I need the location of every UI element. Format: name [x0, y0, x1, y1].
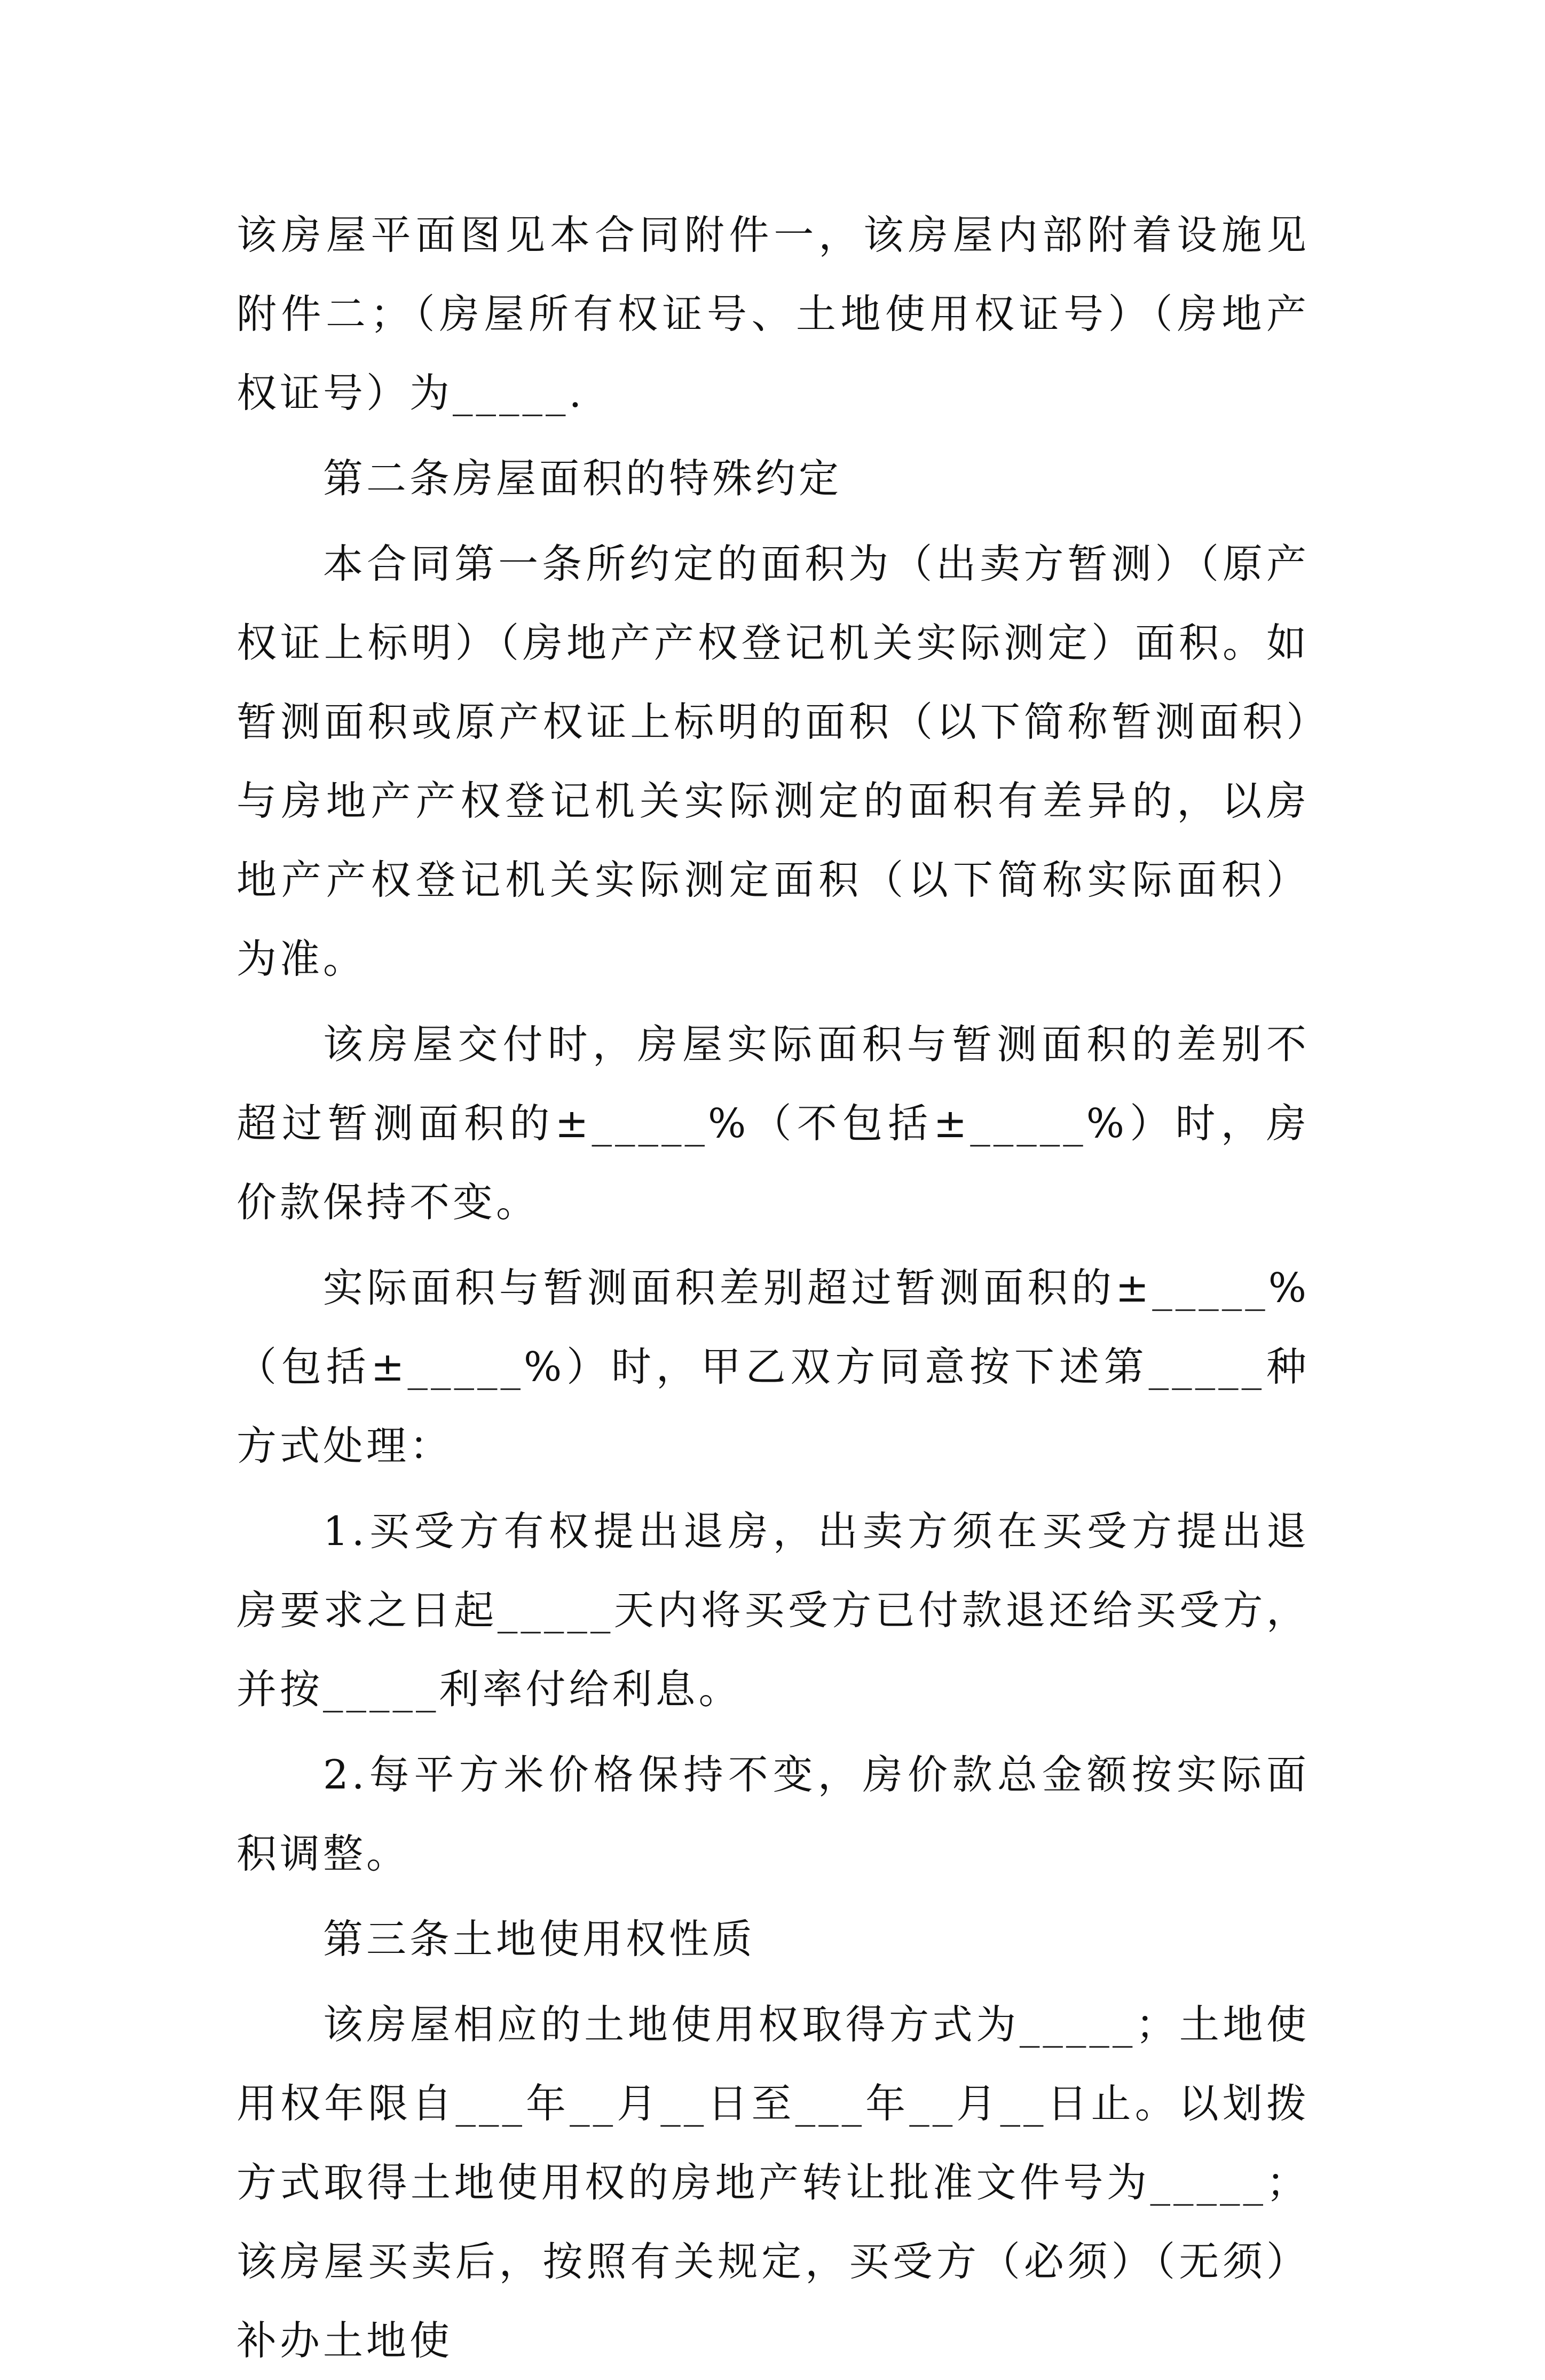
heading-article-2: 第二条房屋面积的特殊约定 [323, 455, 842, 502]
document-body [237, 195, 1310, 2380]
paragraph-option-2: 2.每平方米价格保持不变，房价款总金额按实际面积调整。 [237, 1751, 1310, 1877]
paragraph-floor-plan: 该房屋平面图见本合同附件一，该房屋内部附着设施见附件二；（房屋所有权证号、土地使用权证号）（房地产权证号）为_____. [237, 211, 1310, 416]
paragraph-option-1: 1.买受方有权提出退房，出卖方须在买受方提出退房要求之日起_____天内将买受方已付款退还给买受方，并按_____利率付给利息。 [237, 1508, 1310, 1713]
paragraph-area-excess: 实际面积与暂测面积差别超过暂测面积的±_____%（包括±_____%）时，甲乙双方同意按下述第_____种方式处理： [237, 1264, 1310, 1469]
heading-article-3: 第三条土地使用权性质 [323, 1916, 756, 1963]
paragraph-area-definition: 本合同第一条所约定的面积为（出卖方暂测）（原产权证上标明）（房地产产权登记机关实际测定）面积。如暂测面积或原产权证上标明的面积（以下简称暂测面积）与房地产产权登记机关实际测定的面积有差异的，以房地产产权登记机关实际测定面积（以下简称实际面积）为准。 [237, 540, 1310, 982]
paragraph-land-use-right: 该房屋相应的土地使用权取得方式为_____；土地使用权年限自___年__月__日至___年__月__日止。以划拨方式取得土地使用权的房地产转让批准文件号为_____；该房屋买卖后，按照有关规定，买受方（必须）（无须）补办土地使 [237, 2001, 1310, 2364]
paragraph-area-tolerance: 该房屋交付时，房屋实际面积与暂测面积的差别不超过暂测面积的±_____%（不包括±_____%）时，房价款保持不变。 [237, 1021, 1310, 1226]
